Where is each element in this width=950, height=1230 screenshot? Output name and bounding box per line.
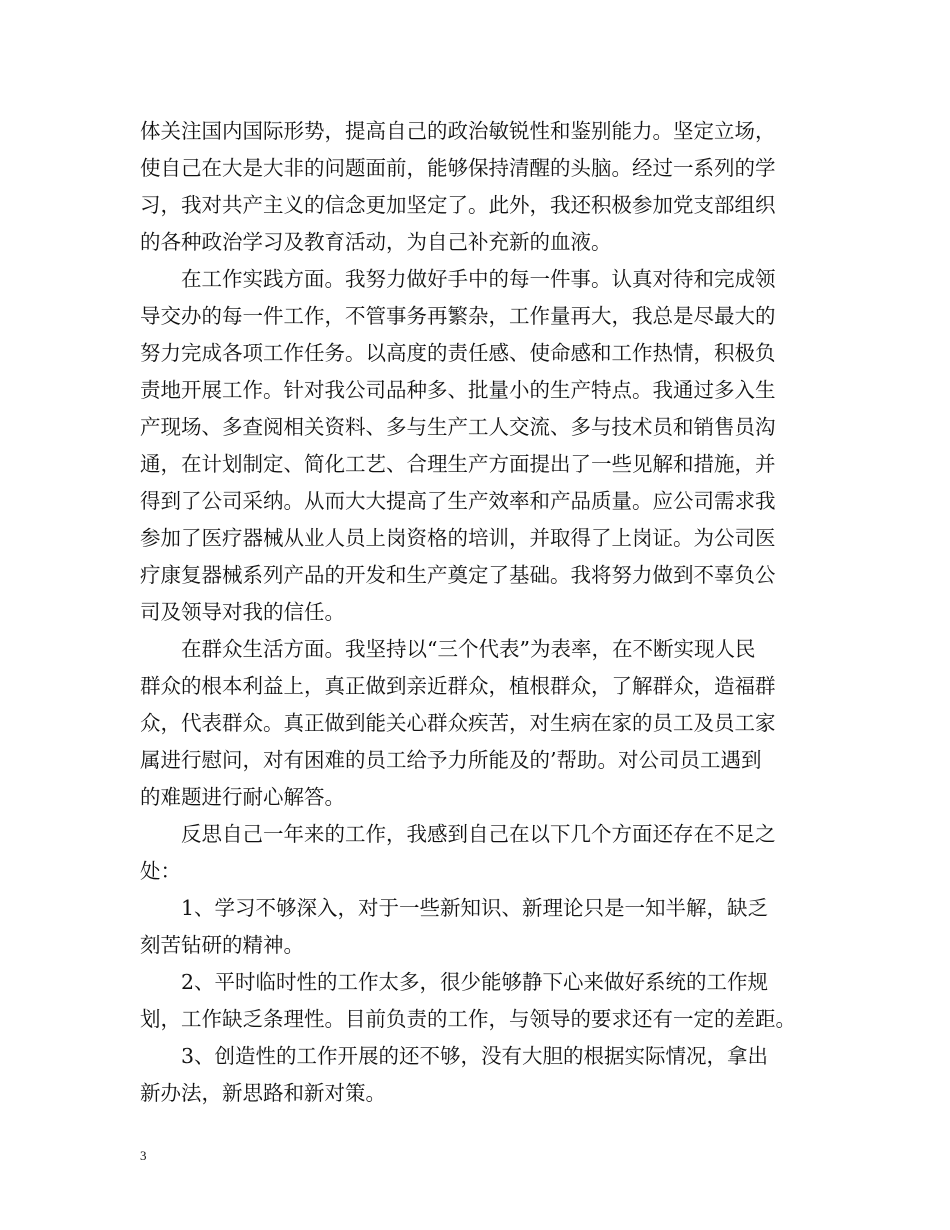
text-line: 产现场、多查阅相关资料、多与生产工人交流、多与技术员和销售员沟 bbox=[140, 415, 776, 439]
paragraph bbox=[140, 261, 840, 631]
text-line: 参加了医疗器械从业人员上岗资格的培训，并取得了上岗证。为公司医 bbox=[140, 526, 776, 550]
paragraph bbox=[140, 631, 840, 816]
text-line: 疗康复器械系列产品的开发和生产奠定了基础。我将努力做到不辜负公 bbox=[140, 563, 776, 587]
text-line: 划，工作缺乏条理性。目前负责的工作，与领导的要求还有一定的差距。 bbox=[140, 1007, 796, 1031]
text-line: 新办法，新思路和新对策。 bbox=[140, 1081, 386, 1105]
text-line: 使自己在大是大非的问题面前，能够保持清醒的头脑。经过一系列的学 bbox=[140, 156, 776, 180]
text-line: 反思自己一年来的工作，我感到自己在以下几个方面还存在不足之 bbox=[181, 822, 776, 846]
text-line: 习，我对共产主义的信念更加坚定了。此外，我还积极参加党支部组织 bbox=[140, 193, 776, 217]
text-line: 通，在计划制定、简化工艺、合理生产方面提出了一些见解和措施，并 bbox=[140, 452, 776, 476]
paragraph bbox=[140, 964, 840, 1038]
paragraph bbox=[140, 816, 840, 890]
text-line: 刻苦钻研的精神。 bbox=[140, 933, 304, 957]
paragraph bbox=[140, 113, 840, 261]
text-line: 的难题进行耐心解答。 bbox=[140, 785, 345, 809]
text-line: 体关注国内国际形势，提高自己的政治敏锐性和鉴别能力。坚定立场， bbox=[140, 119, 776, 143]
paragraph bbox=[140, 890, 840, 964]
text-line: 努力完成各项工作任务。以高度的责任感、使命感和工作热情，积极负 bbox=[140, 341, 776, 365]
text-line: 1、学习不够深入，对于一些新知识、新理论只是一知半解，缺乏 bbox=[181, 896, 769, 920]
text-line: 责地开展工作。针对我公司品种多、批量小的生产特点。我通过多入生 bbox=[140, 378, 776, 402]
page-number: 3 bbox=[140, 1148, 147, 1163]
text-line: 司及领导对我的信任。 bbox=[140, 600, 345, 624]
text-line: 众，代表群众。真正做到能关心群众疾苦，对生病在家的员工及员工家 bbox=[140, 711, 776, 735]
text-line: 在群众生活方面。我坚持以“三个代表”为表率，在不断实现人民 bbox=[181, 637, 756, 661]
text-line: 处： bbox=[140, 859, 181, 883]
text-line: 的各种政治学习及教育活动，为自己补充新的血液。 bbox=[140, 230, 612, 254]
text-line: 导交办的每一件工作，不管事务再繁杂，工作量再大，我总是尽最大的 bbox=[140, 304, 776, 328]
text-line: 在工作实践方面。我努力做好手中的每一件事。认真对待和完成领 bbox=[181, 267, 776, 291]
text-line: 2、平时临时性的工作太多，很少能够静下心来做好系统的工作规 bbox=[181, 970, 769, 994]
text-line: 得到了公司采纳。从而大大提高了生产效率和产品质量。应公司需求我 bbox=[140, 489, 776, 513]
text-line: 群众的根本利益上，真正做到亲近群众，植根群众，了解群众，造福群 bbox=[140, 674, 776, 698]
text-line: 3、创造性的工作开展的还不够，没有大胆的根据实际情况，拿出 bbox=[181, 1044, 769, 1068]
paragraph bbox=[140, 1038, 840, 1112]
text-line: 属进行慰问，对有困难的员工给予力所能及的’帮助。对公司员工遇到 bbox=[140, 748, 762, 772]
body-text bbox=[140, 113, 840, 1112]
